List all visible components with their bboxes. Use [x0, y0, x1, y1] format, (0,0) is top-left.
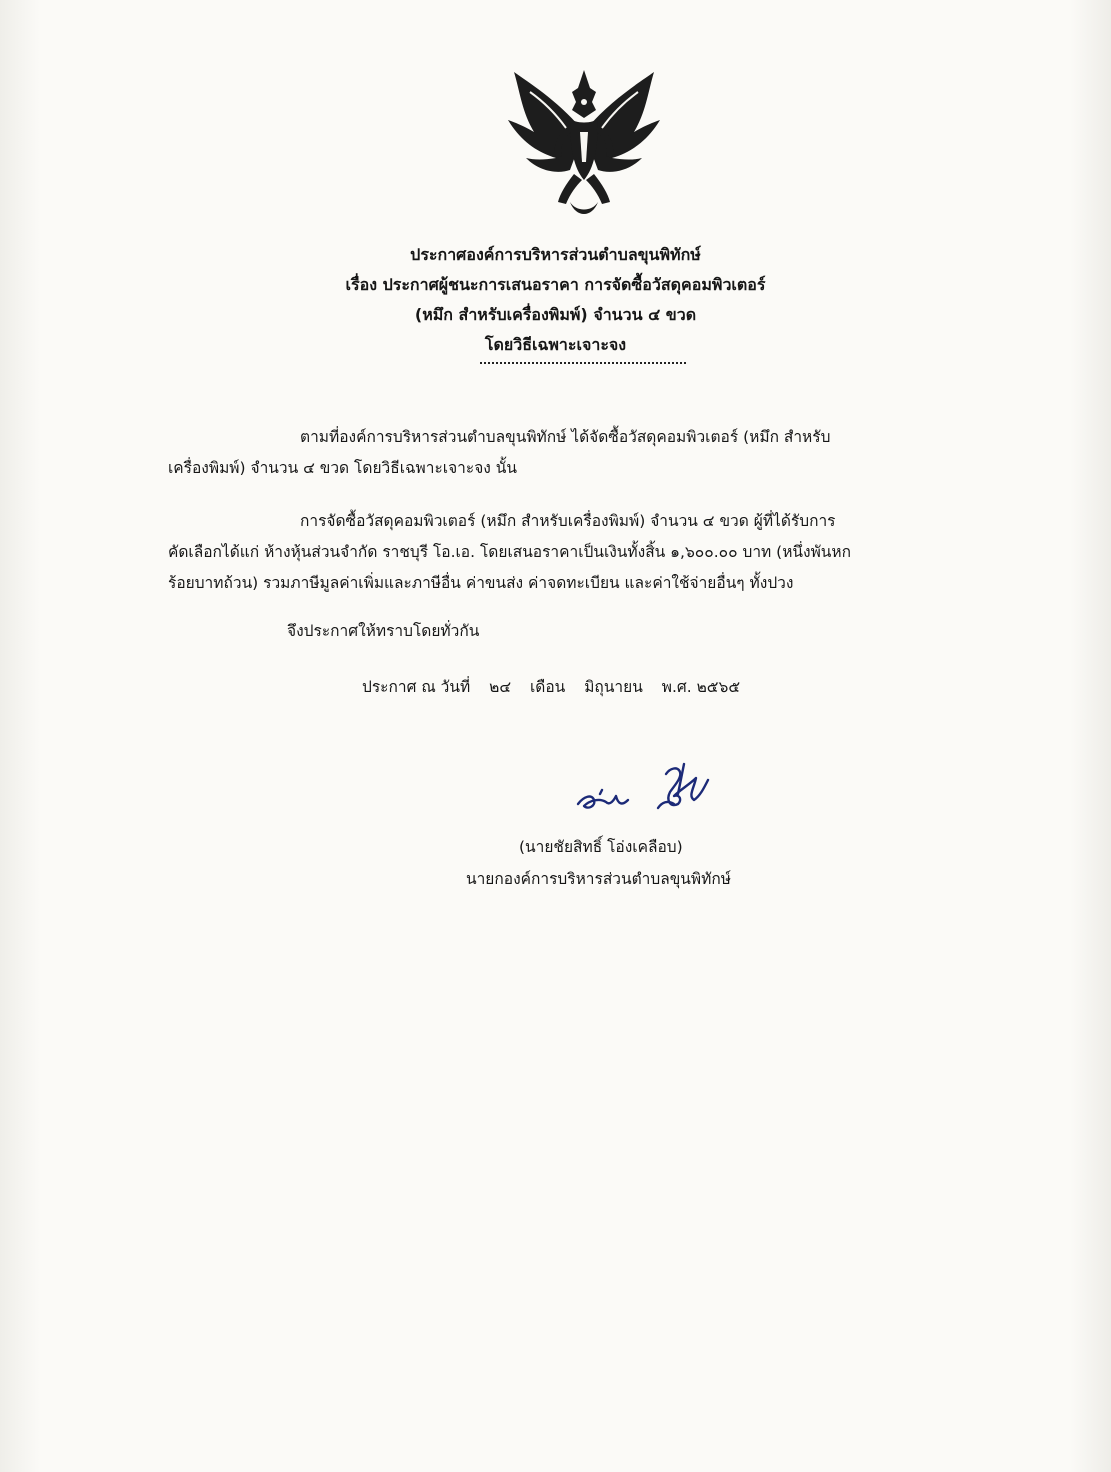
paragraph-2-line-2: คัดเลือกได้แก่ ห้างหุ้นส่วนจำกัด ราชบุรี โอ.เอ. โดยเสนอราคาเป็นเงินทั้งสิ้น ๑,๖๐๐.๐๐ บาท (หนึ่งพันหก	[168, 543, 852, 561]
date-prefix: ประกาศ ณ วันที่	[362, 678, 471, 696]
signatory-title: นายกองค์การบริหารส่วนตำบลขุนพิทักษ์	[466, 870, 731, 888]
announcement-heading: ประกาศองค์การบริหารส่วนตำบลขุนพิทักษ์	[410, 245, 701, 264]
date-month-label: เดือน	[530, 678, 566, 696]
subject-line: เรื่อง ประกาศผู้ชนะการเสนอราคา การจัดซื้อวัสดุคอมพิวเตอร์	[345, 275, 766, 294]
paragraph-2-line-3: ร้อยบาทถ้วน) รวมภาษีมูลค่าเพิ่มและภาษีอื่น ค่าขนส่ง ค่าจดทะเบียน และค่าใช้จ่ายอื่นๆ ทั้งปวง	[168, 574, 794, 592]
paragraph-1-line-1: ตามที่องค์การบริหารส่วนตำบลขุนพิทักษ์ ได้จัดซื้อวัสดุคอมพิวเตอร์ (หมึก สำหรับ	[300, 428, 831, 446]
date-month: มิถุนายน	[584, 678, 643, 696]
closing-statement: จึงประกาศให้ทราบโดยทั่วกัน	[287, 622, 480, 640]
announcement-date	[362, 672, 754, 703]
paragraph-2-line-1: การจัดซื้อวัสดุคอมพิวเตอร์ (หมึก สำหรับเครื่องพิมพ์) จำนวน ๔ ขวด ผู้ที่ได้รับการ	[300, 512, 836, 530]
signatory-name: (นายชัยสิทธิ์ โอ่งเคลือบ)	[519, 838, 683, 856]
date-year: พ.ศ. ๒๕๖๕	[661, 678, 741, 696]
paragraph-1-line-2: เครื่องพิมพ์) จำนวน ๔ ขวด โดยวิธีเฉพาะเจาะจง นั้น	[168, 459, 517, 477]
procurement-method: โดยวิธีเฉพาะเจาะจง	[484, 335, 627, 354]
dotted-divider	[480, 362, 686, 364]
date-day: ๒๔	[489, 678, 512, 696]
handwritten-signature	[570, 760, 720, 822]
garuda-emblem-icon	[500, 62, 668, 222]
subject-line-detail: (หมึก สำหรับเครื่องพิมพ์) จำนวน ๔ ขวด	[414, 305, 697, 324]
